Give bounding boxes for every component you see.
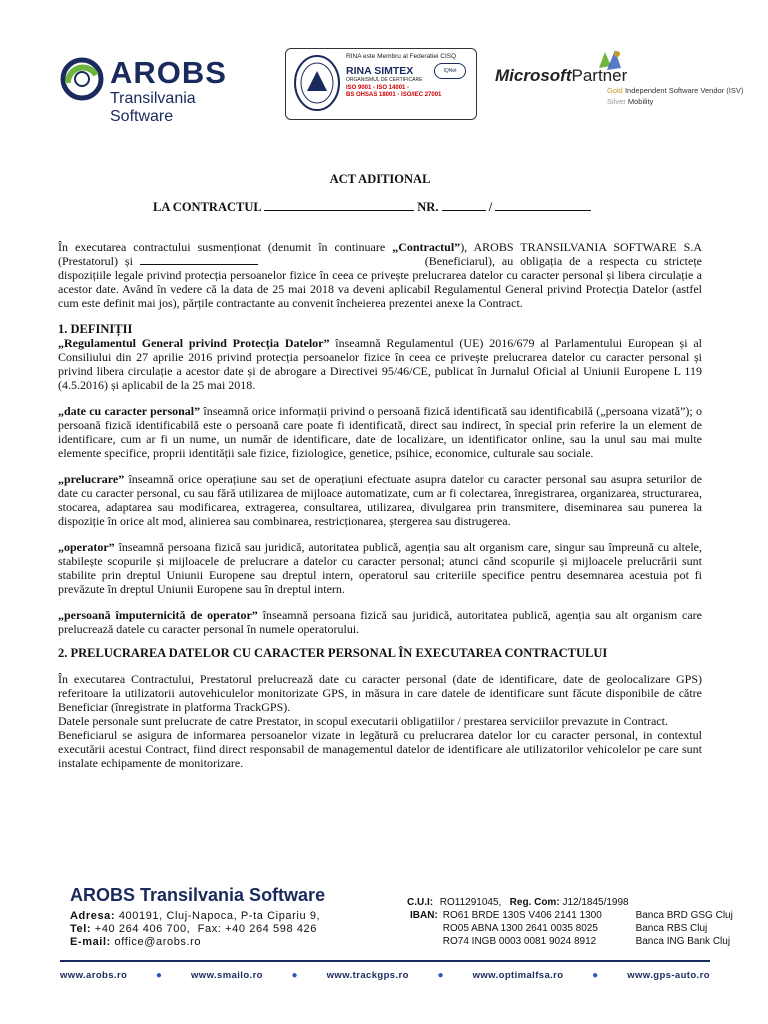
rina-subtitle: ORGANISMUL DE CERTIFICARE — [346, 77, 423, 83]
reg-value: J12/1845/1998 — [562, 897, 629, 908]
gold-text: Independent Software Vendor (ISV) — [624, 86, 744, 95]
footer-link-optimalfsa[interactable]: www.optimalfsa.ro — [472, 970, 564, 981]
definition-processor — [58, 608, 702, 636]
definition-text: înseamnă orice operațiune sau set de operațiuni efectuate asupra datelor cu caracter personal sau asupra seturilor de date cu caracter personal, cu sau fără utilizarea de mijloace automatizate, cum ar fi colectarea, înregistrarea, organizarea, structurarea, stocarea, adaptarea sau modificarea, extragerea, consultarea, utilizarea, divulgarea prin transmitere, diseminarea sau punerea la dispoziție în orice alt mod, alinierea sau combinarea, restricționarea, ștergerea sau distrugerea. — [58, 472, 702, 528]
footer-address — [70, 910, 320, 923]
footer-company-name: AROBS Transilvania Software — [70, 885, 326, 905]
iqnet-badge: IQNet — [434, 63, 466, 79]
microsoft-brand: Microsoft — [495, 66, 572, 85]
definition-term: „date cu caracter personal” — [58, 404, 201, 418]
reg-label: Reg. Com: — [509, 897, 560, 908]
section-1-title: 1. DEFINIȚII — [58, 322, 133, 336]
rina-certification-logo — [285, 48, 477, 120]
beneficiary-name-blank — [140, 254, 258, 265]
document-title: ACT ADITIONAL — [329, 172, 431, 186]
bank-account-row — [410, 922, 733, 935]
definition-text: înseamnă persoana fizică sau juridică, autoritatea publică, agenția sau alt organism care, singur sau împreună cu altele, stabilește scopurile și mijloacele de prelucrare a datelor cu caracter personal; atunci când scopurile și mijloacele prelucrării sunt stabilite prin dreptul Uniunii Europene sau dreptul intern, operatorul sau criteriile specifice pentru desemnarea acestuia pot fi prevăzute în dreptul Uniunii Europene sau în dreptul intern. — [58, 540, 702, 596]
iban-value: RO74 INGB 0003 0081 9024 8912 — [442, 936, 597, 947]
tel-label: Tel: — [70, 923, 92, 935]
footer-link-trackgps[interactable]: www.trackgps.ro — [326, 970, 409, 981]
bank-name: Banca BRD GSG Cluj — [635, 910, 733, 921]
letterhead-footer — [0, 880, 768, 1024]
footer-link-arobs[interactable]: www.arobs.ro — [60, 970, 128, 981]
gold-label: Gold — [607, 86, 623, 95]
gold-competency — [607, 86, 743, 95]
bank-name: Banca ING Bank Cluj — [635, 936, 731, 947]
definition-term: „operator” — [58, 540, 115, 554]
subtitle-contract-label: LA CONTRACTUL — [153, 200, 262, 214]
rina-member-text: RINA este Membru al Federatiei CISQ — [346, 53, 457, 60]
microsoft-partner-logo — [495, 48, 744, 113]
definition-term: „prelucrare” — [58, 472, 125, 486]
rina-name: RINA SIMTEX — [346, 65, 414, 77]
document-body — [58, 172, 702, 770]
address-label: Adresa: — [70, 910, 116, 922]
tel-value: +40 264 406 700, — [94, 923, 191, 935]
rina-iso-line-2: BS OHSAS 18001 - ISO/IEC 27001 — [346, 92, 442, 98]
intro-text-2: ), AROBS TRANSILVANIA SOFTWARE S.A (Prestatorul) și — [58, 240, 702, 268]
definition-text: înseamnă persoana fizică sau juridică, autoritatea publică, agenția sau alt organism care prelucrează datele cu caracter personal în numele operatorului. — [58, 608, 702, 636]
email-label: E-mail: — [70, 936, 111, 948]
footer-divider — [60, 960, 710, 962]
cui-label: C.U.I: — [407, 897, 434, 908]
letterhead — [0, 0, 768, 130]
contract-date-blank — [495, 200, 591, 211]
iban-value: RO05 ABNA 1300 2641 0035 8025 — [442, 923, 598, 934]
iban-label: IBAN: — [410, 910, 438, 921]
bank-account-row — [410, 909, 733, 922]
footer-registration — [407, 896, 733, 909]
rina-seal-icon — [292, 53, 342, 113]
beneficiary-spacer — [258, 255, 418, 265]
bullet-icon: ● — [592, 970, 599, 981]
arobs-subtitle: Transilvania Software — [110, 90, 196, 125]
cui-value: RO11291045, — [439, 897, 502, 908]
section-2-paragraph-3: Beneficiarul se asigura de informarea persoanelor vizate in legătură cu prelucrarea datelor lor cu caracter personal, in contextul executării acestui Contract, fiind direct responsabil de managementul datelor de identificare ale utilizatorilor vehicolelor pe care sunt instalate echipamente de monitorizare. — [58, 728, 702, 770]
footer-link-smailo[interactable]: www.smailo.ro — [191, 970, 263, 981]
silver-label: Silver — [607, 97, 626, 106]
definition-processing — [58, 472, 702, 528]
intro-paragraph — [58, 240, 702, 310]
address-value: 400191, Cluj-Napoca, P-ta Cipariu 9, — [118, 910, 321, 922]
fax-value: +40 264 598 426 — [225, 923, 317, 935]
email-value[interactable]: office@arobs.ro — [114, 936, 202, 948]
partner-word: Partner — [571, 66, 628, 85]
bullet-icon: ● — [437, 970, 444, 981]
definition-text: înseamnă orice informații privind o persoană fizică identificată sau identificabilă („persoana vizată”); o persoană fizică identificabilă este o persoană care poate fi identificată, direct sau indirect, în special prin referire la un element de identificare, cum ar fi un nume, un număr de identificare, date de localizare, un identificator online, sau la unul sau mai multe elemente specifice, proprii identității sale fizice, fiziologice, genetice, psihice, economice, culturale sau sociale. — [58, 404, 702, 460]
intro-contract-term: „Contractul” — [392, 240, 461, 254]
fax-label: Fax: — [197, 923, 222, 935]
footer-links — [60, 970, 710, 981]
subtitle-slash: / — [488, 200, 493, 214]
footer-email — [70, 936, 320, 949]
arobs-swirl-icon — [60, 57, 104, 101]
footer-link-gps-auto[interactable]: www.gps-auto.ro — [627, 970, 710, 981]
intro-text-1: În executarea contractului susmenționat (denumit în continuare — [58, 240, 393, 254]
bullet-icon: ● — [291, 970, 298, 981]
bank-account-row — [410, 935, 733, 948]
bullet-icon: ● — [155, 970, 163, 981]
footer-contact — [70, 910, 320, 949]
definition-operator — [58, 540, 702, 596]
silver-text: Mobility — [627, 97, 654, 106]
arobs-name: AROBS — [110, 55, 227, 90]
footer-bank-info — [407, 896, 733, 948]
footer-phone — [70, 923, 320, 936]
definition-gdpr — [58, 336, 702, 392]
silver-competency — [607, 97, 653, 106]
rina-iso-standards — [346, 85, 456, 99]
iban-value: RO61 BRDE 130S V406 2141 1300 — [442, 910, 602, 921]
section-2-paragraph-1: În executarea Contractului, Prestatorul prelucrează date cu caracter personal (date de identificare, date de geolocalizare GPS) referitoare la utilizatorii autovehiculelor monitorizate GPS, in măsura in care datele de identificare sunt făcute disponibile de către Beneficiar (înregistrate in platforma TrackGPS). — [58, 672, 702, 714]
definition-term: „Regulamentul General privind Protecția Datelor” — [58, 336, 330, 350]
section-2-title: 2. PRELUCRAREA DATELOR CU CARACTER PERSONAL ÎN EXECUTAREA CONTRACTULUI — [58, 646, 608, 660]
contract-number-blank — [442, 200, 486, 211]
definition-personal-data — [58, 404, 702, 460]
document-subtitle — [153, 200, 702, 214]
definition-text: înseamnă Regulamentul (UE) 2016/679 al Parlamentului European și al Consiliului din 27 aprilie 2016 privind protecția persoanelor fizice în ceea ce privește prelucrarea datelor cu caracter personal și privind libera circulație a acestor date și de abrogare a Directivei 95/46/CE, publicat în Jurnalul Oficial al Uniunii Europene L 119 (4.5.2016) și aplicabil de la 25 mai 2018. — [58, 336, 702, 392]
section-2-paragraph-2: Datele personale sunt prelucrate de catre Prestator, in scopul executarii obligatiilor / prestarea serviciilor prevazute in Contract. — [58, 714, 668, 728]
definition-term: „persoană împuternicită de operator” — [58, 608, 258, 622]
bank-name: Banca RBS Cluj — [635, 923, 708, 934]
arobs-logo — [60, 55, 250, 125]
contract-name-blank — [264, 200, 414, 211]
subtitle-nr-label: NR. — [417, 200, 439, 214]
intro-text-3: (Beneficiarul), au obligația de a respecta cu strictețe dispozițiile legale privind protecția persoanelor fizice în ceea ce privește prelucrarea datelor cu caracter personal și libera circulație a acestor date. Având în vedere că la data de 25 mai 2018 va deveni aplicabil Regulamentul General privind Protecția Datelor (astfel cum este definit mai jos), părțile contractante au convenit încheierea prezentei anexe la Contract. — [58, 254, 702, 310]
microsoft-partner-text — [495, 66, 627, 86]
rina-iso-line-1: ISO 9001 - ISO 14001 - — [346, 85, 410, 91]
